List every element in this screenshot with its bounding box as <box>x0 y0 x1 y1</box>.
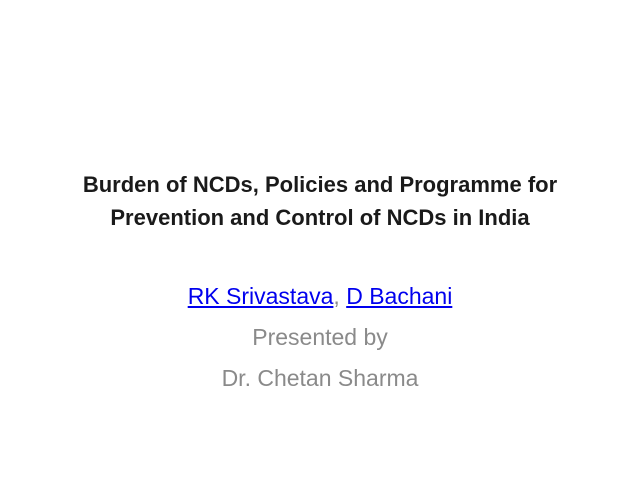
title-line-2: Prevention and Control of NCDs in India <box>110 205 530 230</box>
title-line-1: Burden of NCDs, Policies and Programme for <box>82 172 558 197</box>
author-link-rk-srivastava[interactable]: RK Srivastava <box>187 283 334 309</box>
presented-by-text: Presented by <box>252 324 388 350</box>
author-separator: , <box>333 283 347 309</box>
author-link-d-bachani[interactable]: D Bachani <box>346 283 453 309</box>
slide-subtitle <box>40 276 600 399</box>
authors-line <box>40 276 600 317</box>
presenter-name: Dr. Chetan Sharma <box>221 365 419 391</box>
slide-title <box>40 168 600 234</box>
